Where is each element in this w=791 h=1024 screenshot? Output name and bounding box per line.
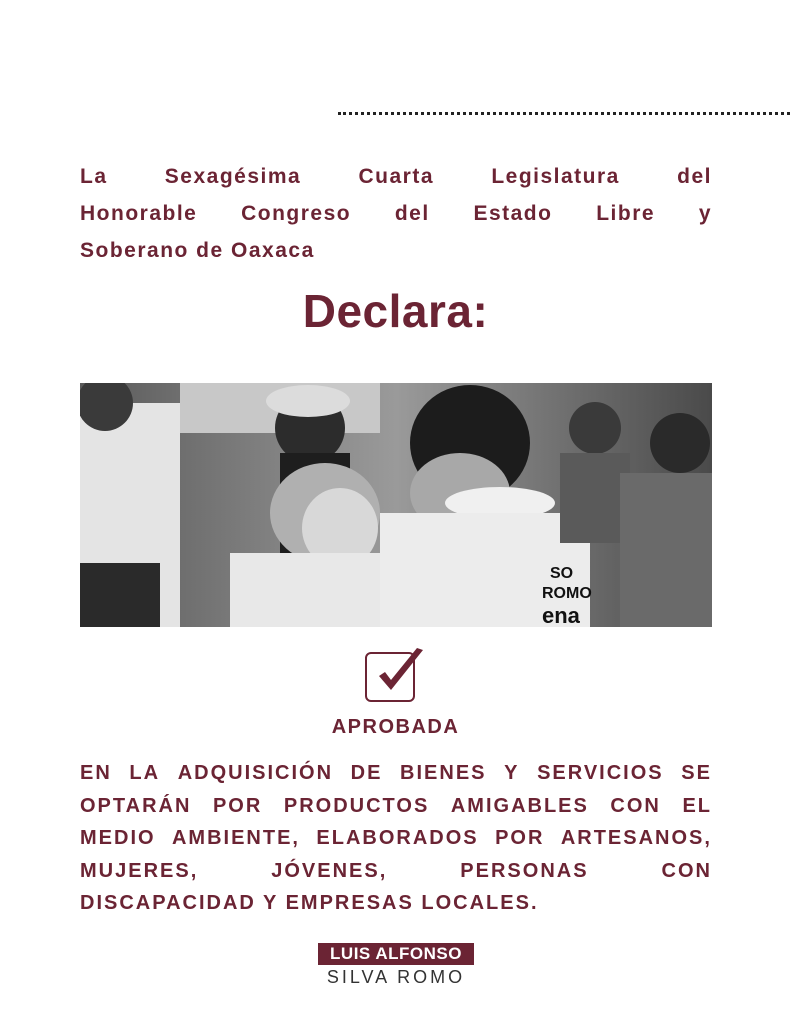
word: OPTARÁN bbox=[80, 794, 192, 817]
word: CON bbox=[661, 859, 712, 882]
word: JÓVENES, bbox=[271, 859, 388, 882]
word: MUJERES, bbox=[80, 859, 199, 882]
word: EL bbox=[682, 794, 712, 817]
status-label: APROBADA bbox=[331, 716, 460, 738]
word: ELABORADOS bbox=[316, 827, 479, 849]
logo-first-name: LUIS ALFONSO bbox=[318, 943, 474, 965]
word: Legislatura bbox=[491, 165, 620, 188]
word: del bbox=[394, 202, 430, 225]
word: MEDIO bbox=[80, 827, 156, 849]
word: Libre bbox=[596, 202, 656, 225]
word: POR bbox=[495, 827, 545, 849]
word: PRODUCTOS bbox=[283, 794, 430, 817]
word: DE bbox=[350, 762, 383, 784]
shirt-text: ROMO bbox=[542, 585, 592, 602]
word: SE bbox=[681, 762, 712, 784]
word: AMBIENTE, bbox=[171, 827, 300, 849]
word: Sexagésima bbox=[164, 165, 302, 188]
logo-last-name: SILVA ROMO bbox=[326, 967, 466, 987]
word: ARTESANOS, bbox=[560, 827, 712, 849]
body-line bbox=[80, 757, 712, 790]
word: Y bbox=[504, 762, 520, 784]
body-line bbox=[80, 822, 712, 855]
body-line bbox=[80, 790, 712, 823]
page-title: Declara: bbox=[302, 285, 489, 337]
intro-last-line: Soberano de Oaxaca bbox=[80, 239, 315, 262]
checkbox-check-icon bbox=[365, 652, 415, 702]
word: del bbox=[677, 165, 712, 188]
word: y bbox=[698, 202, 712, 225]
dotted-divider bbox=[338, 112, 790, 115]
intro-line bbox=[80, 195, 712, 232]
resolution-text bbox=[80, 757, 712, 920]
word: Honorable bbox=[80, 202, 198, 225]
word: Cuarta bbox=[358, 165, 435, 188]
word: CON bbox=[610, 794, 661, 817]
word: La bbox=[80, 165, 108, 188]
word: AMIGABLES bbox=[450, 794, 589, 817]
crowd-photo-illustration bbox=[80, 383, 712, 627]
word: BIENES bbox=[400, 762, 487, 784]
word: POR bbox=[212, 794, 263, 817]
word: EN bbox=[80, 762, 112, 784]
word: PERSONAS bbox=[460, 859, 589, 882]
word: Estado bbox=[473, 202, 553, 225]
shirt-text: SO bbox=[550, 565, 574, 582]
word: ADQUISICIÓN bbox=[177, 762, 334, 784]
word: SERVICIOS bbox=[537, 762, 664, 784]
event-photo bbox=[80, 383, 712, 627]
intro-line bbox=[80, 158, 712, 195]
word: LA bbox=[129, 762, 161, 784]
body-line bbox=[80, 855, 712, 888]
intro-text bbox=[80, 158, 712, 269]
shirt-text: ena bbox=[542, 603, 580, 627]
body-last-line: DISCAPACIDAD Y EMPRESAS LOCALES. bbox=[80, 892, 539, 914]
signature-logo bbox=[318, 943, 474, 989]
word: Congreso bbox=[241, 202, 352, 225]
